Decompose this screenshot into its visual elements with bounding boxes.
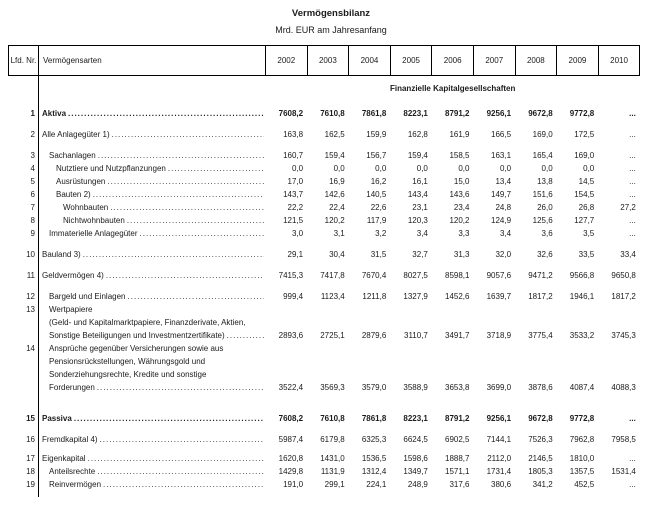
row-label [39,227,266,240]
col-header-vermoegensarten: Vermögensarten [39,46,266,76]
row-label-text: Pensionsrückstellungen, Währungsgold und [49,357,206,366]
row-number: 18 [9,465,39,478]
dotted-leader [108,201,263,214]
table-body [9,76,640,498]
table-row [9,227,640,240]
row-label [39,342,266,394]
cell-value: 1571,1 [445,467,470,476]
cell-value: 7962,8 [569,435,595,444]
cell-value: 1131,9 [320,467,345,476]
row-label [39,425,266,446]
cell-value: 3533,2 [569,331,595,340]
cell-value: 8598,1 [445,271,470,280]
cell-value: 16,9 [329,177,345,186]
cell-value: 999,4 [283,292,304,301]
table-row [9,188,640,201]
row-label-text: Sonstige Beteiligungen und Investmentzertifikate) [49,331,225,340]
table-row [9,425,640,446]
dotted-leader [96,149,264,162]
row-label-text: Anteilsrechte [49,467,96,476]
row-label [39,261,266,282]
cell-value: 159,9 [366,130,387,139]
dotted-leader [86,452,264,465]
row-label [39,240,266,261]
cell-value: 159,4 [324,151,345,160]
cell-value: 0,0 [458,164,470,173]
table-row [9,261,640,282]
cell-value: 166,5 [491,130,512,139]
row-label-text: Immaterielle Anlagegüter [49,229,138,238]
cell-value: 452,5 [574,480,595,489]
row-label-text: Wohnbauten [63,203,109,212]
cell-value: 3,3 [458,229,470,238]
section-header: Finanzielle Kapitalgesellschaften [389,84,516,93]
cell-value: 124,9 [491,216,512,225]
cell-value: 3699,0 [486,383,512,392]
row-label [39,282,266,303]
cell-value: 7861,8 [361,414,387,423]
cell-value: 7610,8 [320,109,345,118]
row-label-text: Alle Anlagegüter 1) [42,130,110,139]
cell-value: ... [629,130,636,139]
cell-value: 143,7 [283,190,304,199]
cell-value: 169,0 [532,130,553,139]
row-number: 13 [9,303,39,342]
cell-value: 2879,6 [361,331,387,340]
cell-value: 7861,8 [361,109,387,118]
cell-value: 3110,7 [404,331,428,340]
cell-value: 224,1 [366,480,387,489]
dotted-leader [66,107,263,120]
row-number: 4 [9,162,39,175]
cell-value: ... [629,480,636,489]
table-row [9,282,640,303]
col-header-year: 2003 [307,46,349,76]
cell-value: 1946,1 [569,292,595,301]
table-row [9,342,640,394]
cell-value: 9256,1 [486,414,512,423]
cell-value: 1810,0 [569,454,595,463]
table-row [9,120,640,141]
row-label [39,141,266,162]
cell-value: 1312,4 [361,467,387,476]
table-row [9,465,640,478]
cell-value: 3522,4 [278,383,304,392]
cell-value: 32,0 [495,250,512,259]
cell-value: 162,5 [324,130,345,139]
dotted-leader [166,162,264,175]
cell-value: 3,4 [416,229,428,238]
cell-value: 16,2 [370,177,387,186]
row-label-text: (Geld- und Kapitalmarktpapiere, Finanzderivate, Aktien, [49,318,246,327]
cell-value: 1888,7 [445,454,470,463]
col-header-year: 2009 [557,46,599,76]
cell-value: 1639,7 [486,292,512,301]
row-label-text: Ausrüstungen [56,177,106,186]
balance-table [8,45,640,497]
cell-value: 3,6 [541,229,553,238]
table-row [9,141,640,162]
cell-value: 31,3 [453,250,470,259]
dotted-leader [95,381,264,394]
cell-value: 8223,1 [403,109,428,118]
cell-value: 9772,8 [569,414,595,423]
cell-value: 143,6 [449,190,470,199]
dotted-leader [101,478,263,491]
row-number: 9 [9,227,39,240]
section-row-label-cell [39,76,266,96]
cell-value: 3718,9 [486,331,512,340]
cell-value: ... [629,216,636,225]
cell-value: 1123,4 [320,292,345,301]
cell-value: 1805,3 [528,467,553,476]
table-row [9,175,640,188]
section-row-nr-cell [9,76,39,96]
col-header-lfd-nr: Lfd. Nr. [9,46,39,76]
cell-value: 7608,2 [278,109,304,118]
row-label-text: Sachanlagen [49,151,96,160]
row-number: 2 [9,120,39,141]
cell-value: 156,7 [366,151,387,160]
row-label [39,394,266,425]
cell-value: 7417,8 [320,271,345,280]
cell-value: 3653,8 [445,383,470,392]
cell-value: 29,1 [287,250,304,259]
row-label-text: Nichtwohnbauten [63,216,125,225]
cell-value: ... [629,414,636,423]
row-label-text: Ansprüche gegenüber Versicherungen sowie aus [49,344,224,353]
row-number: 17 [9,446,39,465]
row-label-text: Geldvermögen 4) [42,271,104,280]
cell-value: 7958,5 [611,435,636,444]
cell-value: 0,0 [583,164,595,173]
table-row [9,478,640,497]
cell-value: 8223,1 [403,414,428,423]
cell-value: 7144,1 [486,435,512,444]
cell-value: 17,0 [287,177,304,186]
row-label-text: Reinvermögen [49,480,102,489]
cell-value: ... [629,454,636,463]
cell-value: ... [629,190,636,199]
cell-value: 151,6 [532,190,553,199]
row-number: 12 [9,282,39,303]
cell-value: 380,6 [491,480,512,489]
cell-value: 161,9 [449,130,470,139]
row-label [39,478,266,497]
title-block [0,0,662,38]
cell-value: 24,8 [495,203,512,212]
cell-value: 32,7 [412,250,428,259]
cell-value: ... [629,229,636,238]
row-label [39,465,266,478]
row-number: 15 [9,394,39,425]
cell-value: 149,7 [491,190,512,199]
row-label-text: Passiva [42,414,72,423]
cell-value: 3745,3 [611,331,636,340]
row-label-text: Aktiva [42,109,67,118]
cell-value: 9471,2 [528,271,553,280]
cell-value: 2112,0 [487,454,512,463]
cell-value: 127,7 [574,216,595,225]
dotted-leader [104,269,264,282]
table-row [9,201,640,214]
table-row [9,95,640,120]
cell-value: 120,3 [407,216,428,225]
cell-value: 7610,8 [320,414,345,423]
cell-value: 6624,5 [403,435,428,444]
cell-value: 117,9 [366,216,387,225]
row-label-text: Bauland 3) [42,250,81,259]
cell-value: ... [629,164,636,173]
cell-value: 1357,5 [569,467,595,476]
cell-value: 1327,9 [403,292,428,301]
cell-value: 3,5 [583,229,595,238]
col-header-year: 2004 [349,46,391,76]
row-label [39,446,266,465]
cell-value: 0,0 [333,164,345,173]
cell-value: 33,5 [578,250,595,259]
cell-value: 1429,8 [278,467,304,476]
cell-value: 3569,3 [320,383,345,392]
cell-value: 6902,5 [445,435,470,444]
cell-value: 23,1 [412,203,428,212]
row-label-text: Bauten 2) [56,190,91,199]
row-label [39,95,266,120]
row-label-text: Fremdkapital 4) [42,435,98,444]
col-header-year: 2010 [598,46,640,76]
cell-value: 3,1 [333,229,345,238]
cell-value: 341,2 [532,480,553,489]
dotted-leader [225,329,264,342]
page-subtitle: Mrd. EUR am Jahresanfang [275,25,387,35]
table-row [9,162,640,175]
cell-value: 7608,2 [278,414,304,423]
cell-value: 169,0 [574,151,595,160]
cell-value: 26,0 [537,203,553,212]
cell-value: 140,5 [366,190,387,199]
cell-value: 3878,6 [528,383,553,392]
cell-value: 7670,4 [361,271,387,280]
row-number: 19 [9,478,39,497]
cell-value: 1452,6 [445,292,470,301]
cell-value: 163,1 [491,151,512,160]
cell-value: 120,2 [324,216,345,225]
cell-value: 0,0 [375,164,387,173]
row-number: 14 [9,342,39,394]
cell-value: 158,5 [449,151,470,160]
cell-value: 317,6 [449,480,470,489]
row-number: 6 [9,188,39,201]
cell-value: 1349,7 [403,467,428,476]
row-label-text: Eigenkapital [42,454,86,463]
cell-value: 22,2 [287,203,304,212]
cell-value: 154,5 [574,190,595,199]
cell-value: ... [629,151,636,160]
row-number: 5 [9,175,39,188]
cell-value: 13,8 [537,177,553,186]
row-label-text: Wertpapiere [49,305,93,314]
table-row [9,394,640,425]
cell-value: 1817,2 [528,292,553,301]
cell-value: 7526,3 [528,435,553,444]
cell-value: 191,0 [283,480,304,489]
cell-value: 26,8 [578,203,595,212]
cell-value: 1620,8 [278,454,304,463]
cell-value: 3,4 [499,229,512,238]
cell-value: 159,4 [407,151,428,160]
row-number: 11 [9,261,39,282]
cell-value: 27,2 [620,203,636,212]
row-label [39,201,266,214]
cell-value: ... [629,177,636,186]
cell-value: 2893,6 [278,331,304,340]
cell-value: 165,4 [532,151,553,160]
dotted-leader [72,412,264,425]
cell-value: 143,4 [407,190,428,199]
cell-value: 32,6 [537,250,553,259]
row-number: 3 [9,141,39,162]
cell-value: 248,9 [407,480,428,489]
cell-value: 172,5 [574,130,595,139]
dotted-leader [125,214,264,227]
dotted-leader [91,188,264,201]
dotted-leader [110,128,264,141]
cell-value: 9566,8 [569,271,595,280]
cell-value: 299,1 [324,480,345,489]
col-header-year: 2002 [266,46,308,76]
cell-value: 31,5 [370,250,387,259]
cell-value: 7415,3 [278,271,304,280]
cell-value: ... [629,109,636,118]
cell-value: 3491,7 [445,331,470,340]
dotted-leader [126,290,264,303]
cell-value: 0,0 [499,164,512,173]
cell-value: 1598,6 [403,454,428,463]
cell-value: 120,2 [449,216,470,225]
cell-value: 3775,4 [528,331,553,340]
row-label-text: Forderungen [49,383,95,392]
cell-value: 160,7 [283,151,304,160]
cell-value: 0,0 [541,164,553,173]
cell-value: 0,0 [416,164,428,173]
row-label-text: Bargeld und Einlagen [49,292,126,301]
cell-value: 9057,6 [486,271,512,280]
table-row [9,240,640,261]
cell-value: 8027,5 [403,271,428,280]
row-label-text: Sonderziehungsrechte, Kredite und sonstige [49,370,207,379]
col-header-year: 2007 [473,46,515,76]
cell-value: 23,4 [453,203,470,212]
row-number: 10 [9,240,39,261]
cell-value: 22,4 [329,203,345,212]
dotted-leader [98,433,264,446]
cell-value: 1731,4 [486,467,512,476]
page-title: Vermögensbilanz [291,8,371,19]
section-header-row [9,76,640,96]
cell-value: 142,6 [324,190,345,199]
cell-value: 30,4 [329,250,345,259]
row-label-text: Nutztiere und Nutzpflanzungen [56,164,166,173]
row-label [39,162,266,175]
cell-value: 1531,4 [611,467,636,476]
table-row [9,446,640,465]
table-row [9,214,640,227]
row-label [39,188,266,201]
row-number: 7 [9,201,39,214]
cell-value: 9672,8 [528,109,553,118]
cell-value: 9772,8 [569,109,595,118]
cell-value: 6325,3 [361,435,387,444]
table-row [9,303,640,342]
cell-value: 3579,0 [361,383,387,392]
cell-value: 1536,5 [361,454,387,463]
cell-value: 6179,8 [320,435,345,444]
row-label [39,120,266,141]
dotted-leader [138,227,264,240]
cell-value: 1817,2 [611,292,636,301]
row-number: 8 [9,214,39,227]
dotted-leader [95,465,263,478]
cell-value: 13,4 [495,177,512,186]
cell-value: 8791,2 [445,414,470,423]
table-header-row [9,46,640,76]
dotted-leader [81,248,264,261]
row-label [39,175,266,188]
cell-value: 2725,1 [320,331,345,340]
cell-value: 2146,5 [528,454,553,463]
cell-value: 14,5 [578,177,595,186]
cell-value: 3588,9 [403,383,428,392]
cell-value: 9650,8 [611,271,636,280]
cell-value: 1431,0 [320,454,345,463]
row-label [39,303,266,342]
cell-value: 4087,4 [569,383,595,392]
col-header-year: 2005 [390,46,432,76]
cell-value: 3,0 [291,229,304,238]
cell-value: 9672,8 [528,414,553,423]
row-number: 16 [9,425,39,446]
row-number: 1 [9,95,39,120]
cell-value: 22,6 [370,203,387,212]
cell-value: 15,0 [453,177,470,186]
cell-value: 121,5 [283,216,304,225]
cell-value: 9256,1 [486,109,512,118]
cell-value: 1211,8 [362,292,387,301]
cell-value: 33,4 [620,250,636,259]
cell-value: 125,6 [532,216,553,225]
col-header-year: 2006 [432,46,474,76]
cell-value: 16,1 [412,177,428,186]
cell-value: 163,8 [283,130,304,139]
dotted-leader [105,175,263,188]
cell-value: 8791,2 [445,109,470,118]
cell-value: 0,0 [291,164,304,173]
cell-value: 3,2 [375,229,387,238]
row-label [39,214,266,227]
cell-value: 4088,3 [611,383,636,392]
cell-value: 162,8 [407,130,428,139]
col-header-year: 2008 [515,46,557,76]
cell-value: 5987,4 [278,435,304,444]
